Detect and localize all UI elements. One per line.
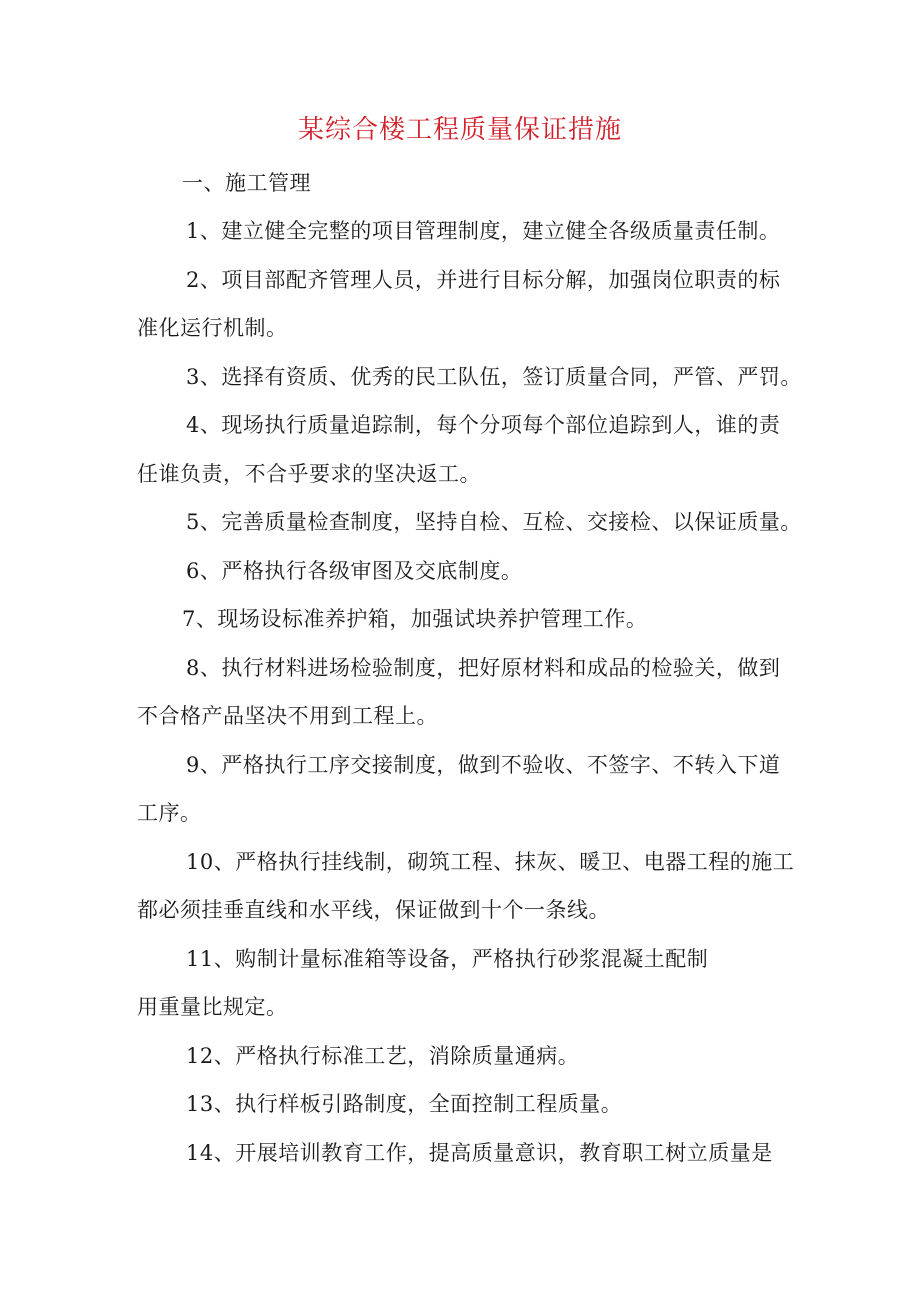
paragraph-line: 11、购制计量标准箱等设备，严格执行砂浆混凝土配制: [186, 947, 709, 971]
section-heading: 一、施工管理: [182, 171, 311, 195]
paragraph-line: 9、严格执行工序交接制度，做到不验收、不签字、不转入下道: [186, 753, 781, 777]
paragraph-line: 7、现场设标准养护箱，加强试块养护管理工作。: [182, 607, 648, 631]
paragraph-line: 3、选择有资质、优秀的民工队伍，签订质量合同，严管、严罚。: [186, 365, 802, 389]
paragraph-line: 用重量比规定。: [137, 995, 288, 1019]
paragraph-line: 任谁负责，不合乎要求的坚决返工。: [137, 462, 481, 486]
paragraph-line: 10、严格执行挂线制，砌筑工程、抹灰、暖卫、电器工程的施工: [186, 850, 795, 874]
paragraph-line: 都必须挂垂直线和水平线，保证做到十个一条线。: [137, 898, 610, 922]
paragraph-line: 8、执行材料进场检验制度，把好原材料和成品的检验关，做到: [186, 656, 781, 680]
paragraph-line: 13、执行样板引路制度，全面控制工程质量。: [186, 1092, 623, 1116]
paragraph-line: 不合格产品坚决不用到工程上。: [137, 704, 438, 728]
paragraph-line: 1、建立健全完整的项目管理制度，建立健全各级质量责任制。: [186, 219, 781, 243]
paragraph-line: 准化运行机制。: [137, 316, 288, 340]
paragraph-line: 14、开展培训教育工作，提高质量意识，教育职工树立质量是: [186, 1141, 773, 1165]
document-title: 某综合楼工程质量保证措施: [297, 115, 622, 145]
paragraph-line: 12、严格执行标准工艺，消除质量通病。: [186, 1044, 580, 1068]
paragraph-line: 6、严格执行各级审图及交底制度。: [186, 559, 523, 583]
paragraph-line: 4、现场执行质量追踪制，每个分项每个部位追踪到人，谁的责: [186, 413, 781, 437]
paragraph-line: 2、项目部配齐管理人员，并进行目标分解，加强岗位职责的标: [186, 268, 781, 292]
paragraph-line: 5、完善质量检查制度，坚持自检、互检、交接检、以保证质量。: [186, 510, 802, 534]
paragraph-line: 工序。: [137, 801, 202, 825]
